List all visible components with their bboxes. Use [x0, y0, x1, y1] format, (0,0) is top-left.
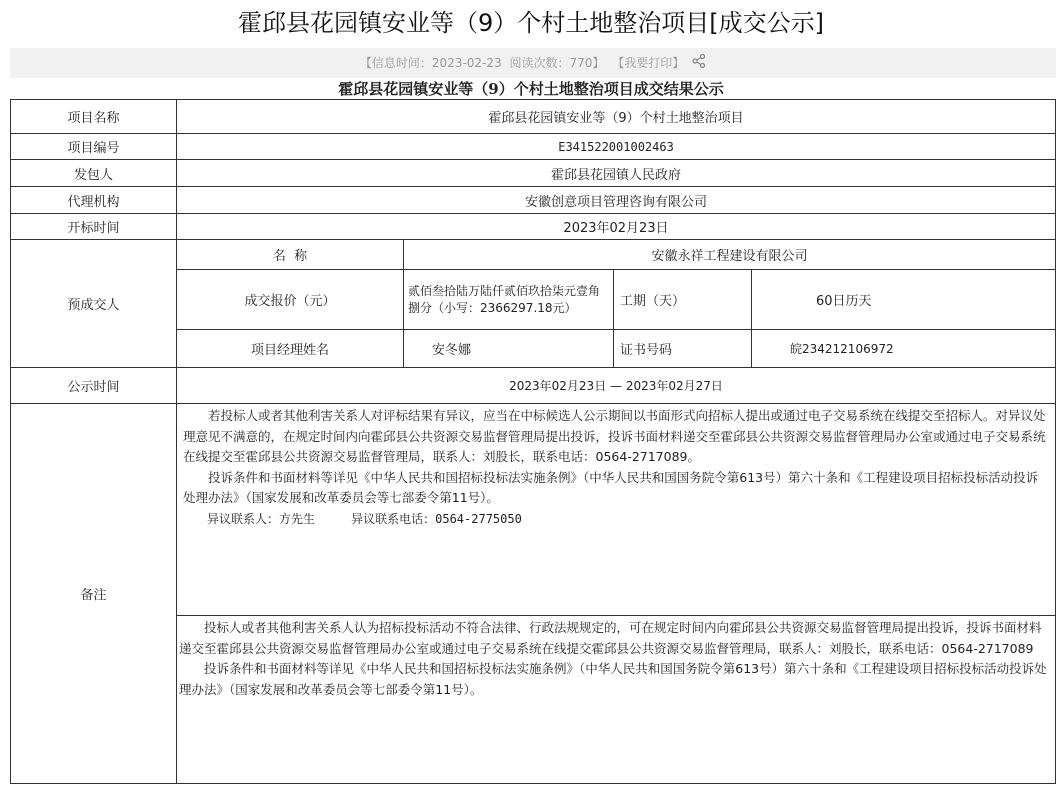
remark-1-paragraph-1: 若投标人或者其他利害关系人对评标结果有异议，应当在中标候选人公示期间以书面形式向招标人提出或通过电子交易系统在线提交至招标人。对异议处理意见不满意的，在规定时间内向霍邱县公共资源交易监督管理局提出投诉，投诉书面材料递交至霍邱县公共资源交易监督管理局办公室或通过电子交易系统在线提交至霍邱县公共资源交易监督管理局，联系人：刘股长，联系电话：0564-2717089。 [183, 408, 1046, 464]
manager-value: 安冬娜 [404, 330, 614, 368]
remark-1-paragraph-2: 投诉条件和书面材料等详见《中华人民共和国招标投标法实施条例》（中华人民共和国国务院令第613号）第六十条和《工程建设项目招标投标活动投诉处理办法》（国家发展和改革委员会等七部委令第11号）。 [183, 469, 1039, 505]
duration-label: 工期（天） [614, 270, 752, 330]
row-owner [11, 160, 1056, 187]
project-code-value: E341522001002463 [177, 134, 1056, 160]
cert-label: 证书号码 [614, 330, 752, 368]
project-code-label: 项目编号 [11, 134, 177, 160]
agency-value: 安徽创意项目管理咨询有限公司 [177, 187, 1056, 214]
owner-label: 发包人 [11, 160, 177, 187]
open-time-value: 2023年02月23日 [177, 214, 1056, 240]
remark-label: 备注 [11, 404, 177, 784]
owner-value: 霍邱县花园镇人民政府 [177, 160, 1056, 187]
remark-2-paragraph-1: 投标人或者其他利害关系人认为招标投标活动不符合法律、行政法规规定的，可在规定时间内向霍邱县公共资源交易监督管理局提出投诉，投诉书面材料递交至霍邱县公共资源交易监督管理局办公室或通过电子交易系统在线提交霍邱县公共资源交易监督管理局，联系人：刘股长，联系电话：0564-2717089 [179, 620, 1042, 656]
winner-name-label: 名 称 [177, 240, 404, 270]
remark-2-cell [177, 616, 1056, 784]
project-name-label: 项目名称 [11, 100, 177, 134]
result-table [10, 99, 1056, 784]
price-value: 贰佰叁拾陆万陆仟贰佰玖拾柒元壹角捌分（小写：2366297.18元） [404, 270, 614, 330]
publicity-value: 2023年02月23日 — 2023年02月27日 [177, 368, 1056, 404]
open-time-label: 开标时间 [11, 214, 177, 240]
winner-label: 预成交人 [11, 240, 177, 368]
row-winner-name [11, 240, 1056, 270]
result-subtitle: 霍邱县花园镇安业等（9）个村土地整治项目成交结果公示 [338, 80, 724, 98]
info-time: 【信息时间：2023-02-23 [359, 56, 502, 70]
row-open-time [11, 214, 1056, 240]
duration-value: 60日历天 [752, 270, 1056, 330]
row-remark-1 [11, 404, 1056, 616]
project-name-value: 霍邱县花园镇安业等（9）个村土地整治项目 [177, 100, 1056, 134]
agency-label: 代理机构 [11, 187, 177, 214]
print-link[interactable]: 【我要打印】 [612, 56, 685, 70]
row-agency [11, 187, 1056, 214]
winner-name-value: 安徽永祥工程建设有限公司 [404, 240, 1056, 270]
manager-label: 项目经理姓名 [177, 330, 404, 368]
cert-value: 皖234212106972 [752, 330, 1056, 368]
share-icon[interactable] [692, 49, 706, 79]
row-project-name [11, 100, 1056, 134]
publicity-label: 公示时间 [11, 368, 177, 404]
remark-2-paragraph-2: 投诉条件和书面材料等详见《中华人民共和国招标投标法实施条例》（中华人民共和国国务院令第613号）第六十条和《工程建设项目招标投标活动投诉处理办法》（国家发展和改革委员会等七部委令第11号）。 [179, 661, 1047, 697]
remark-1-paragraph-3: 异议联系人：方先生 异议联系电话：0564-2775050 [207, 511, 522, 526]
row-project-code [11, 134, 1056, 160]
row-publicity [11, 368, 1056, 404]
read-count: 阅读次数：770】 [509, 56, 605, 70]
meta-bar [10, 48, 1056, 78]
remark-1-cell [177, 404, 1056, 616]
page-title: 霍邱县花园镇安业等（9）个村土地整治项目[成交公示] [238, 9, 824, 37]
price-label: 成交报价（元） [177, 270, 404, 330]
